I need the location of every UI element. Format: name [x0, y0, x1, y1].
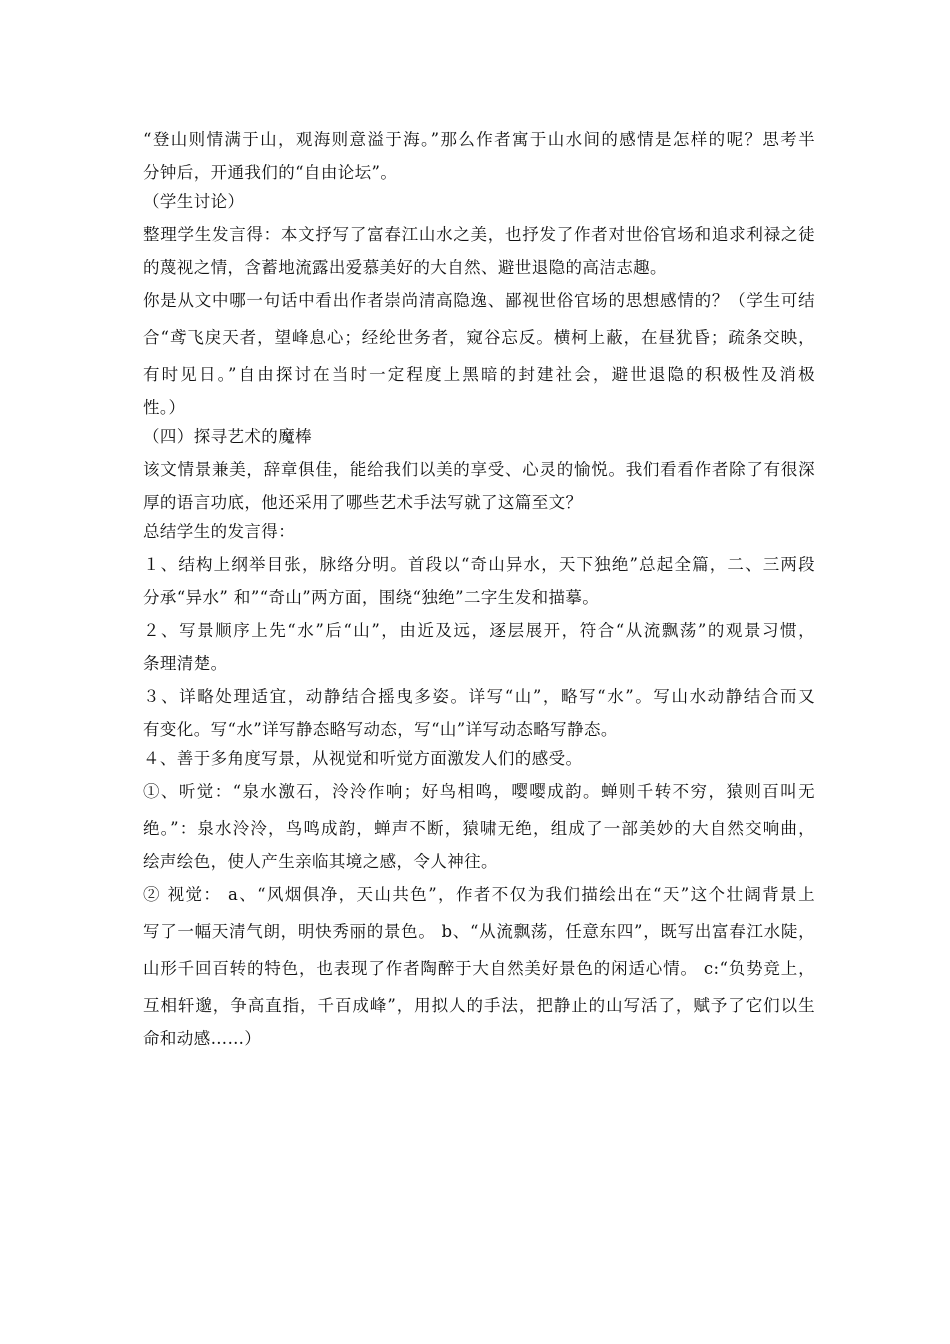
text-line: 有时见日。”自由探讨在当时一定程度上黑暗的封建社会，避世退隐的积极性及消极 — [143, 365, 815, 384]
text-line: 总结学生的发言得： — [143, 522, 296, 541]
text-line: “登山则情满于山，观海则意溢于海。”那么作者寓于山水间的感情是怎样的呢？思考半 — [143, 130, 815, 149]
list-item: １、结构上纲举目张，脉络分明。首段以“奇山异水，天下独绝”总起全篇，二、三两段 — [143, 555, 815, 574]
text-line: 互相轩邈，争高直指，千百成峰”，用拟人的手法，把静止的山写活了，赋予了它们以生 — [143, 996, 815, 1015]
text-line: 厚的语言功底，他还采用了哪些艺术手法写就了这篇至文？ — [143, 493, 583, 512]
sub-item: ② 视觉： a、“风烟俱净，天山共色”，作者不仅为我们描绘出在“天”这个壮阔背景上 — [143, 885, 815, 904]
sub-item: ①、听觉：“泉水激石，泠泠作响；好鸟相鸣，嘤嘤成韵。蝉则千转不穷，猿则百叫无 — [143, 782, 815, 801]
text-line: 分承“异水” 和”“奇山”两方面，围绕“独绝”二字生发和描摹。 — [143, 588, 600, 607]
section-heading: （四）探寻艺术的魔棒 — [143, 427, 312, 446]
list-item: ３、详略处理适宜，动静结合摇曳多姿。详写“山”，略写“水”。写山水动静结合而又 — [143, 687, 815, 706]
section-note: （学生讨论） — [143, 192, 245, 211]
text-line: 山形千回百转的特色，也表现了作者陶醉于大自然美好景色的闲适心情。 c:“负势竞上， — [143, 959, 815, 978]
document-body — [143, 121, 815, 1053]
text-line: 有变化。写“水”详写静态略写动态，写“山”详写动态略写静态。 — [143, 720, 618, 739]
text-line: 命和动感……） — [143, 1029, 262, 1048]
list-item: ４、善于多角度写景，从视觉和听觉方面激发人们的感受。 — [143, 749, 583, 768]
text-line: 条理清楚。 — [143, 654, 228, 673]
text-line: 分钟后，开通我们的“自由论坛”。 — [143, 163, 398, 182]
text-line: 写了一幅天清气朗，明快秀丽的景色。 b、“从流飘荡，任意东四”，既写出富春江水陡， — [143, 922, 815, 941]
text-line: 的蔑视之情，含蓄地流露出爱慕美好的大自然、避世退隐的高洁志趣。 — [143, 258, 667, 277]
text-line: 整理学生发言得：本文抒写了富春江山水之美，也抒发了作者对世俗官场和追求利禄之徒 — [143, 225, 815, 244]
list-item: ２、写景顺序上先“水”后“山”，由近及远，逐层展开，符合“从流飘荡”的观景习惯， — [143, 621, 815, 640]
text-line: 性。） — [143, 398, 186, 417]
text-line: 你是从文中哪一句话中看出作者崇尚清高隐逸、鄙视世俗官场的思想感情的？（学生可结 — [143, 291, 815, 310]
text-line: 绘声绘色，使人产生亲临其境之感，令人神往。 — [143, 852, 498, 871]
text-line: 合“鸢飞戾天者，望峰息心；经纶世务者，窥谷忘反。横柯上蔽，在昼犹昏；疏条交映， — [143, 328, 815, 347]
text-line: 该文情景兼美，辞章俱佳，能给我们以美的享受、心灵的愉悦。我们看看作者除了有很深 — [143, 460, 815, 479]
text-line: 绝。”：泉水泠泠，鸟鸣成韵，蝉声不断，猿啸无绝，组成了一部美妙的大自然交响曲， — [143, 819, 815, 838]
